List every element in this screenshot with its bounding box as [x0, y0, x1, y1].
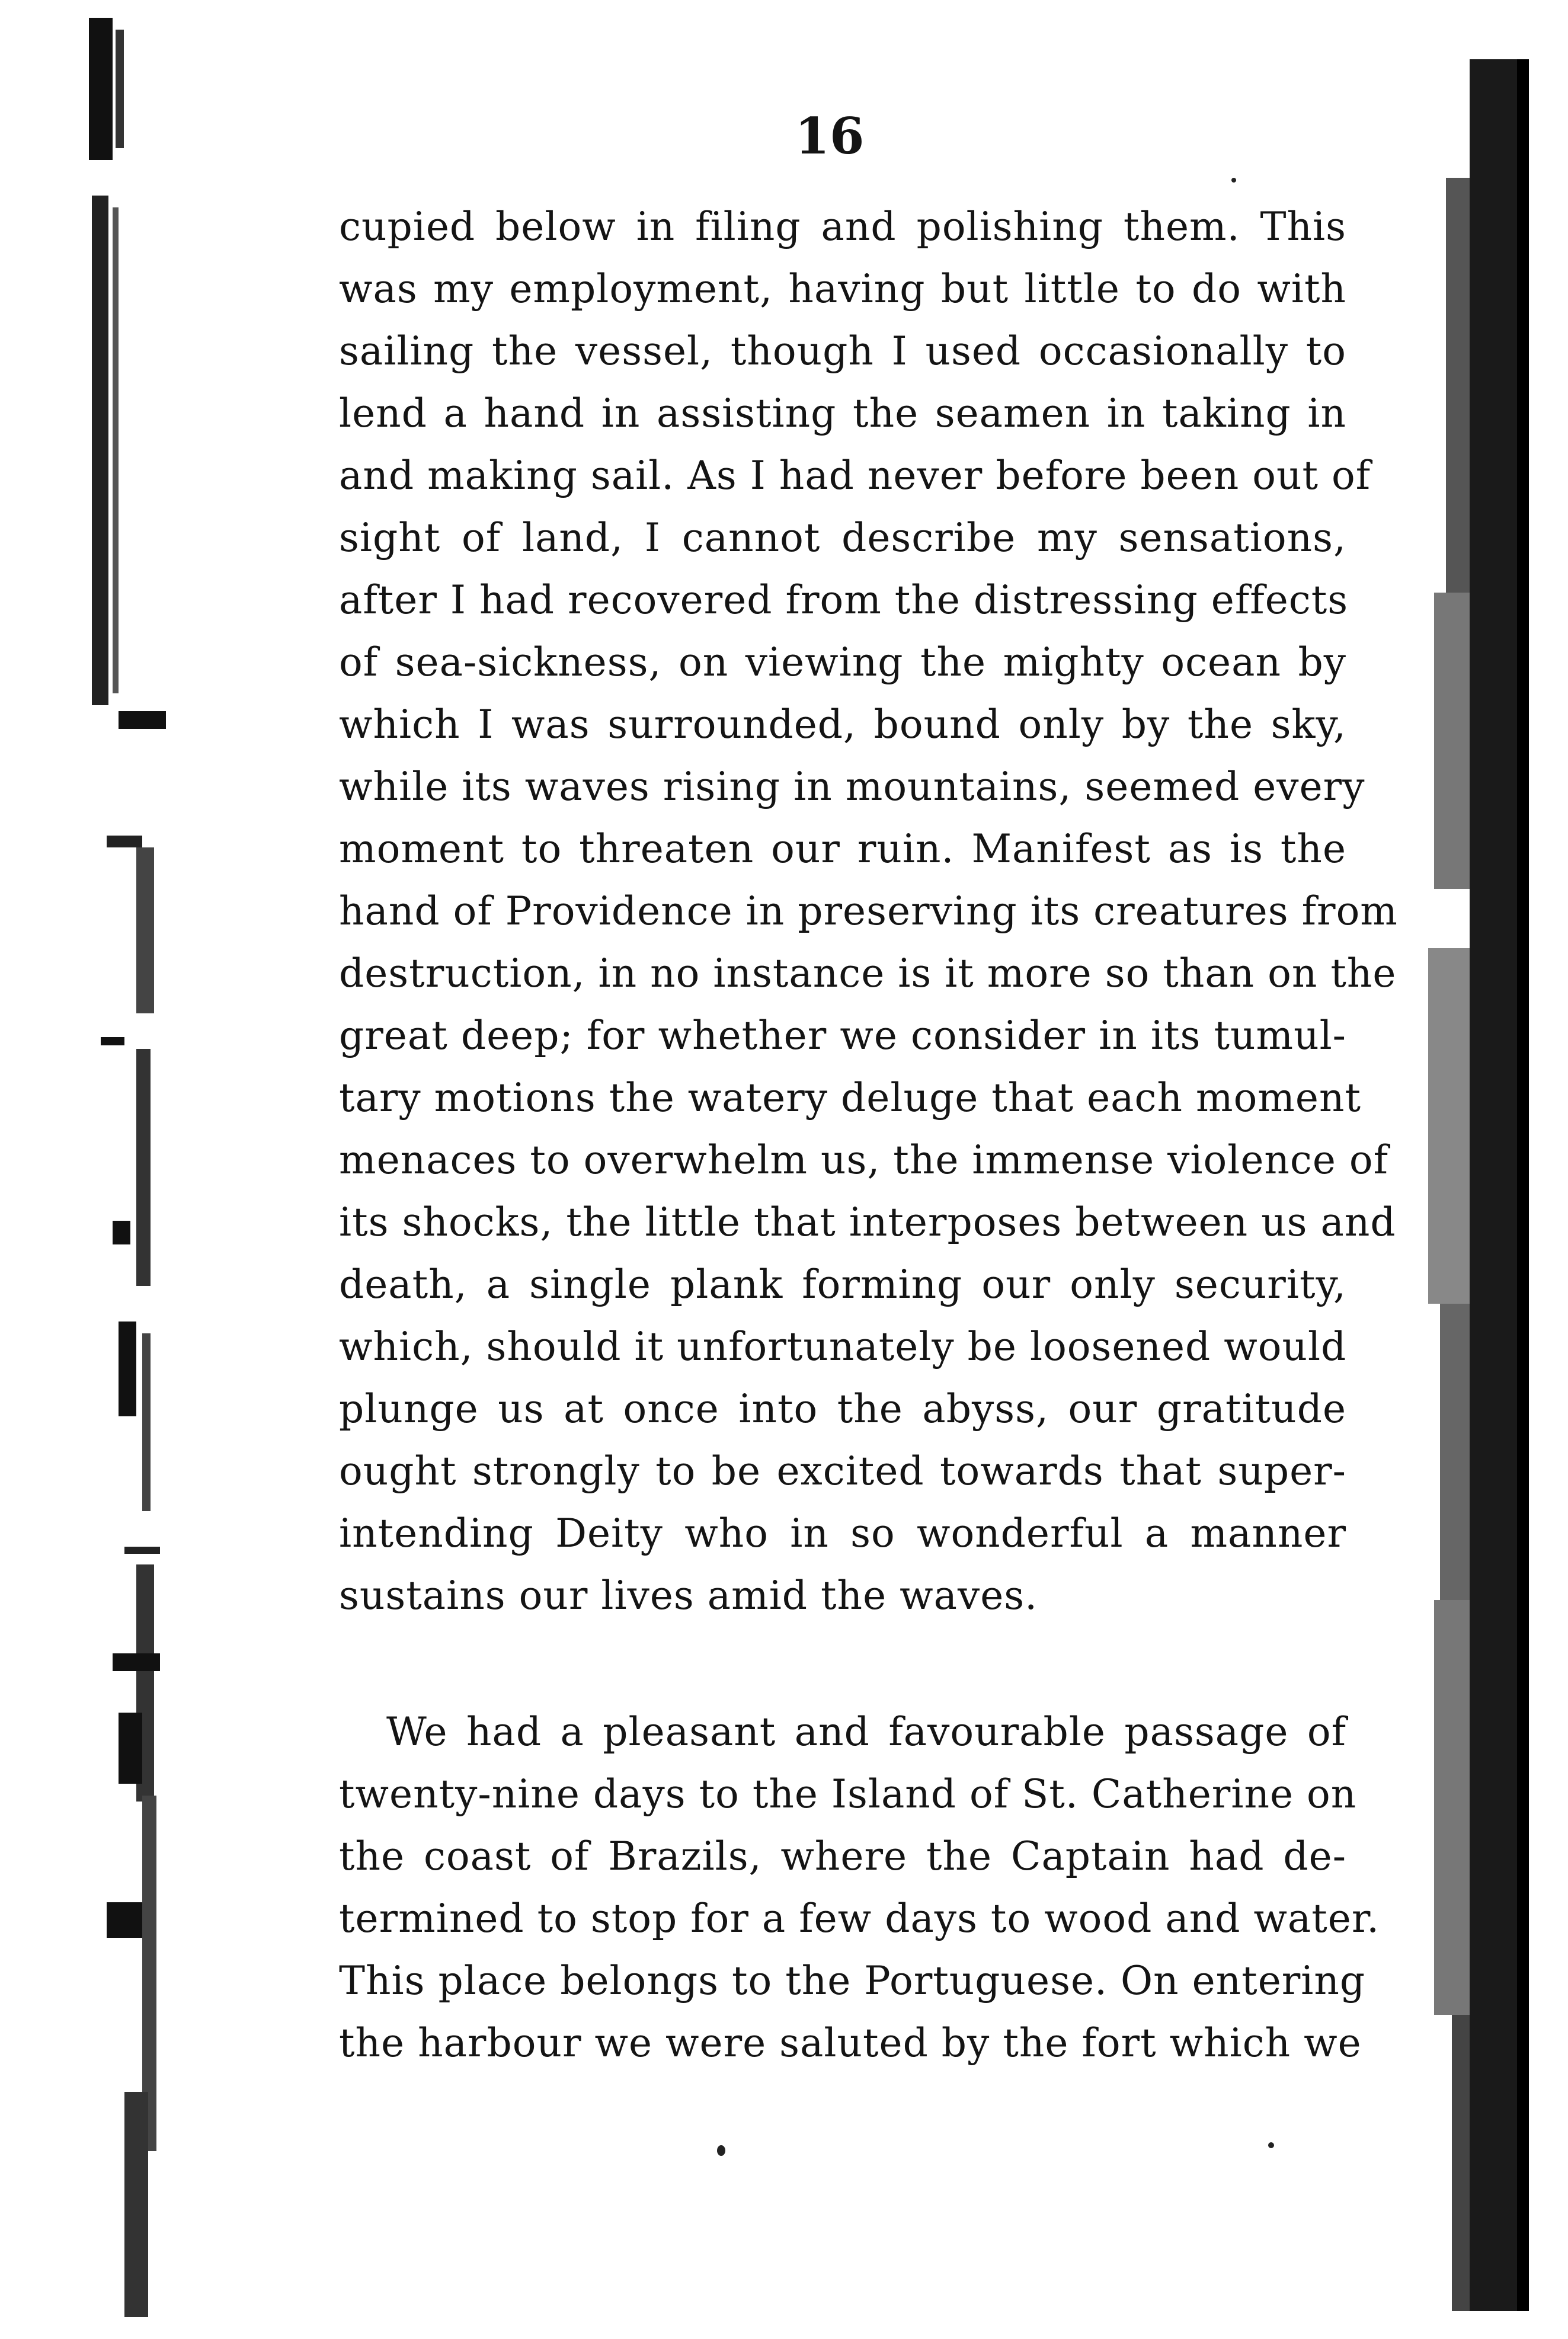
text-line: moment to threaten our ruin. Manifest as is the	[339, 826, 1346, 872]
text-line: its shocks, the little that interposes between us and	[339, 1199, 1396, 1245]
text-line: We had a pleasant and favourable passage of	[386, 1709, 1346, 1755]
text-line: This place belongs to the Portuguese. On entering	[339, 1958, 1366, 2004]
text-line: great deep; for whether we consider in its tumul-	[339, 1013, 1346, 1058]
paragraph-1	[339, 196, 1398, 1627]
scan-edge-right	[1422, 59, 1541, 2311]
scan-speck	[1268, 2142, 1274, 2148]
text-line: was my employment, having but little to do with	[339, 266, 1346, 312]
text-line: the coast of Brazils, where the Captain had de-	[339, 1834, 1346, 1879]
text-line: ought strongly to be excited towards that super-	[339, 1448, 1346, 1494]
text-line: termined to stop for a few days to wood and water.	[339, 1896, 1380, 1941]
text-line: death, a single plank forming our only security,	[339, 1262, 1346, 1307]
text-line: hand of Providence in preserving its creatures from	[339, 888, 1398, 934]
paragraph-2	[339, 1701, 1380, 2074]
text-line: after I had recovered from the distressing effects	[339, 577, 1349, 623]
page-number: 16	[795, 107, 865, 165]
text-line: lend a hand in assisting the seamen in taking in	[339, 391, 1346, 436]
text-line: twenty-nine days to the Island of St. Catherine on	[339, 1771, 1357, 1817]
text-line: and making sail. As I had never before been out of	[339, 453, 1371, 498]
text-line: sight of land, I cannot describe my sensations,	[339, 515, 1346, 561]
text-line: while its waves rising in mountains, seemed every	[339, 764, 1365, 809]
scan-edge-left	[83, 18, 172, 2317]
text-line: sailing the vessel, though I used occasionally to	[339, 328, 1346, 374]
scan-speck	[717, 2145, 725, 2156]
text-line: tary motions the watery deluge that each moment	[339, 1075, 1361, 1121]
text-line: of sea-sickness, on viewing the mighty ocean by	[339, 639, 1346, 685]
text-line: menaces to overwhelm us, the immense violence of	[339, 1137, 1389, 1183]
text-line: intending Deity who in so wonderful a manner	[339, 1511, 1346, 1556]
scan-speck	[1231, 178, 1236, 183]
text-line: sustains our lives amid the waves.	[339, 1573, 1038, 1618]
text-line: destruction, in no instance is it more so than on the	[339, 951, 1397, 996]
text-line: cupied below in filing and polishing them. This	[339, 204, 1346, 249]
text-line: which, should it unfortunately be loosened would	[339, 1324, 1347, 1370]
text-line: plunge us at once into the abyss, our gratitude	[339, 1386, 1346, 1432]
text-line: the harbour we were saluted by the fort which we	[339, 2020, 1362, 2066]
text-line: which I was surrounded, bound only by the sky,	[339, 702, 1346, 747]
